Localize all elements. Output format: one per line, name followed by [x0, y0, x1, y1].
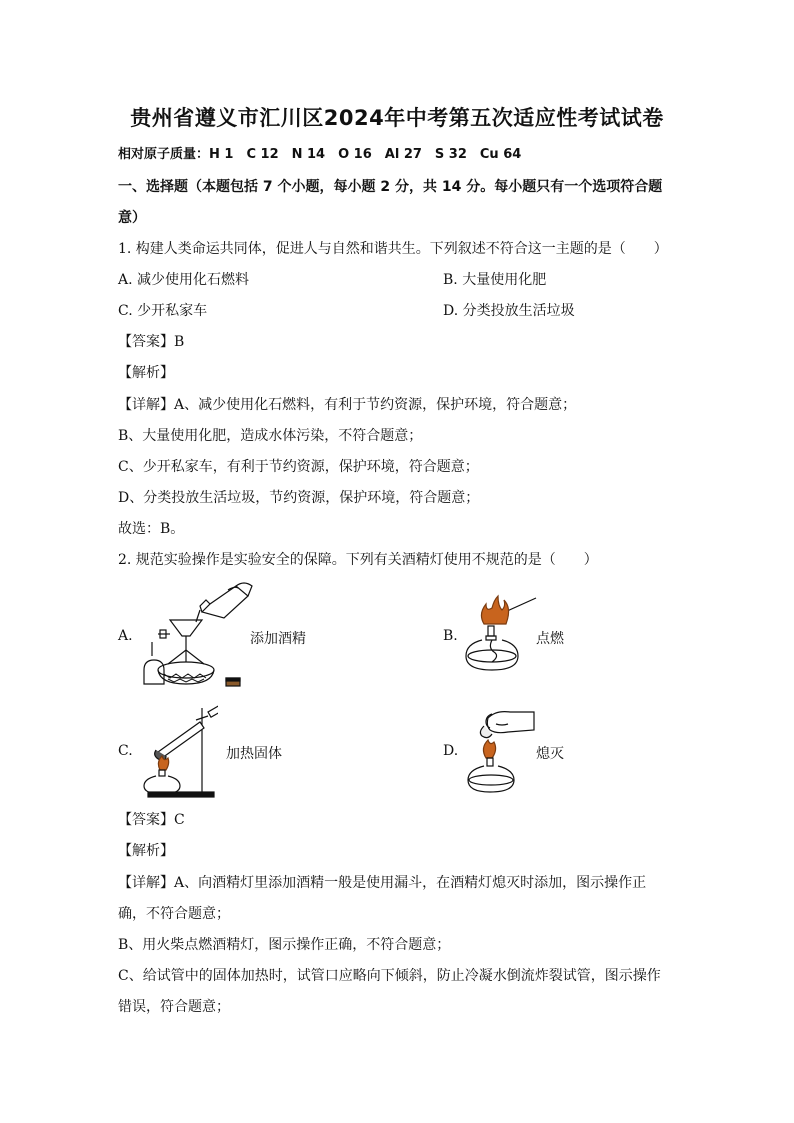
- atomic-mass-line: 相对原子质量：H 1 C 12 N 14 O 16 Al 27 S 32 Cu 64: [118, 147, 522, 162]
- q1-option-a: A. 减少使用化石燃料: [118, 272, 250, 288]
- q1-stem: 1. 构建人类命运共同体，促进人与自然和谐共生。下列叙述不符合这一主题的是（ ）: [118, 241, 668, 257]
- section-heading-line2: 意）: [118, 210, 146, 226]
- q2-detail-line: 【详解】A、向酒精灯里添加酒精一般是使用漏斗，在酒精灯熄灭时添加，图示操作正: [118, 875, 647, 891]
- q2-option-a-caption: 添加酒精: [250, 631, 306, 647]
- q1-option-d: D. 分类投放生活垃圾: [443, 303, 575, 319]
- section-heading-line1: 一、选择题（本题包括 7 个小题，每小题 2 分，共 14 分。每小题只有一个选项符合题: [118, 179, 663, 195]
- q2-detail-line: 确，不符合题意；: [118, 906, 230, 922]
- q1-option-b: B. 大量使用化肥: [443, 272, 547, 288]
- q2-option-d-letter: D.: [443, 743, 459, 759]
- add-alcohol-illustration: [140, 578, 262, 696]
- q2-stem: 2. 规范实验操作是实验安全的保障。下列有关酒精灯使用不规范的是（ ）: [118, 552, 598, 568]
- q1-detail-line: 【详解】A、减少使用化石燃料，有利于节约资源，保护环境，符合题意；: [118, 397, 577, 413]
- q2-answer: 【答案】C: [118, 812, 185, 828]
- q2-detail-line: B、用火柴点燃酒精灯，图示操作正确，不符合题意；: [118, 937, 451, 953]
- q1-detail-line: D、分类投放生活垃圾，节约资源，保护环境，符合题意；: [118, 490, 480, 506]
- q1-detail-line: B、大量使用化肥，造成水体污染，不符合题意；: [118, 428, 423, 444]
- q2-option-a-letter: A.: [118, 628, 133, 644]
- page-title: 贵州省遵义市汇川区2024年中考第五次适应性考试试卷: [130, 106, 664, 130]
- q2-detail-line: C、给试管中的固体加热时，试管口应略向下倾斜，防止冷凝水倒流炸裂试管，图示操作: [118, 968, 661, 984]
- q2-detail-line: 错误，符合题意；: [118, 999, 230, 1015]
- q2-option-c-letter: C.: [118, 743, 133, 759]
- q2-option-d-caption: 熄灭: [536, 746, 564, 762]
- q1-answer: 【答案】B: [118, 334, 185, 350]
- q1-option-c: C. 少开私家车: [118, 303, 208, 319]
- heat-solid-illustration: [138, 704, 218, 802]
- q2-option-b-caption: 点燃: [536, 631, 564, 647]
- q2-option-c-caption: 加热固体: [226, 746, 282, 762]
- q1-analysis-label: 【解析】: [118, 365, 174, 381]
- light-lamp-illustration: [462, 594, 540, 674]
- q2-option-b-letter: B.: [443, 628, 458, 644]
- extinguish-lamp-illustration: [462, 704, 540, 800]
- q1-conclusion: 故选：B。: [118, 521, 185, 537]
- q1-detail-line: C、少开私家车，有利于节约资源，保护环境，符合题意；: [118, 459, 479, 475]
- q2-analysis-label: 【解析】: [118, 843, 174, 859]
